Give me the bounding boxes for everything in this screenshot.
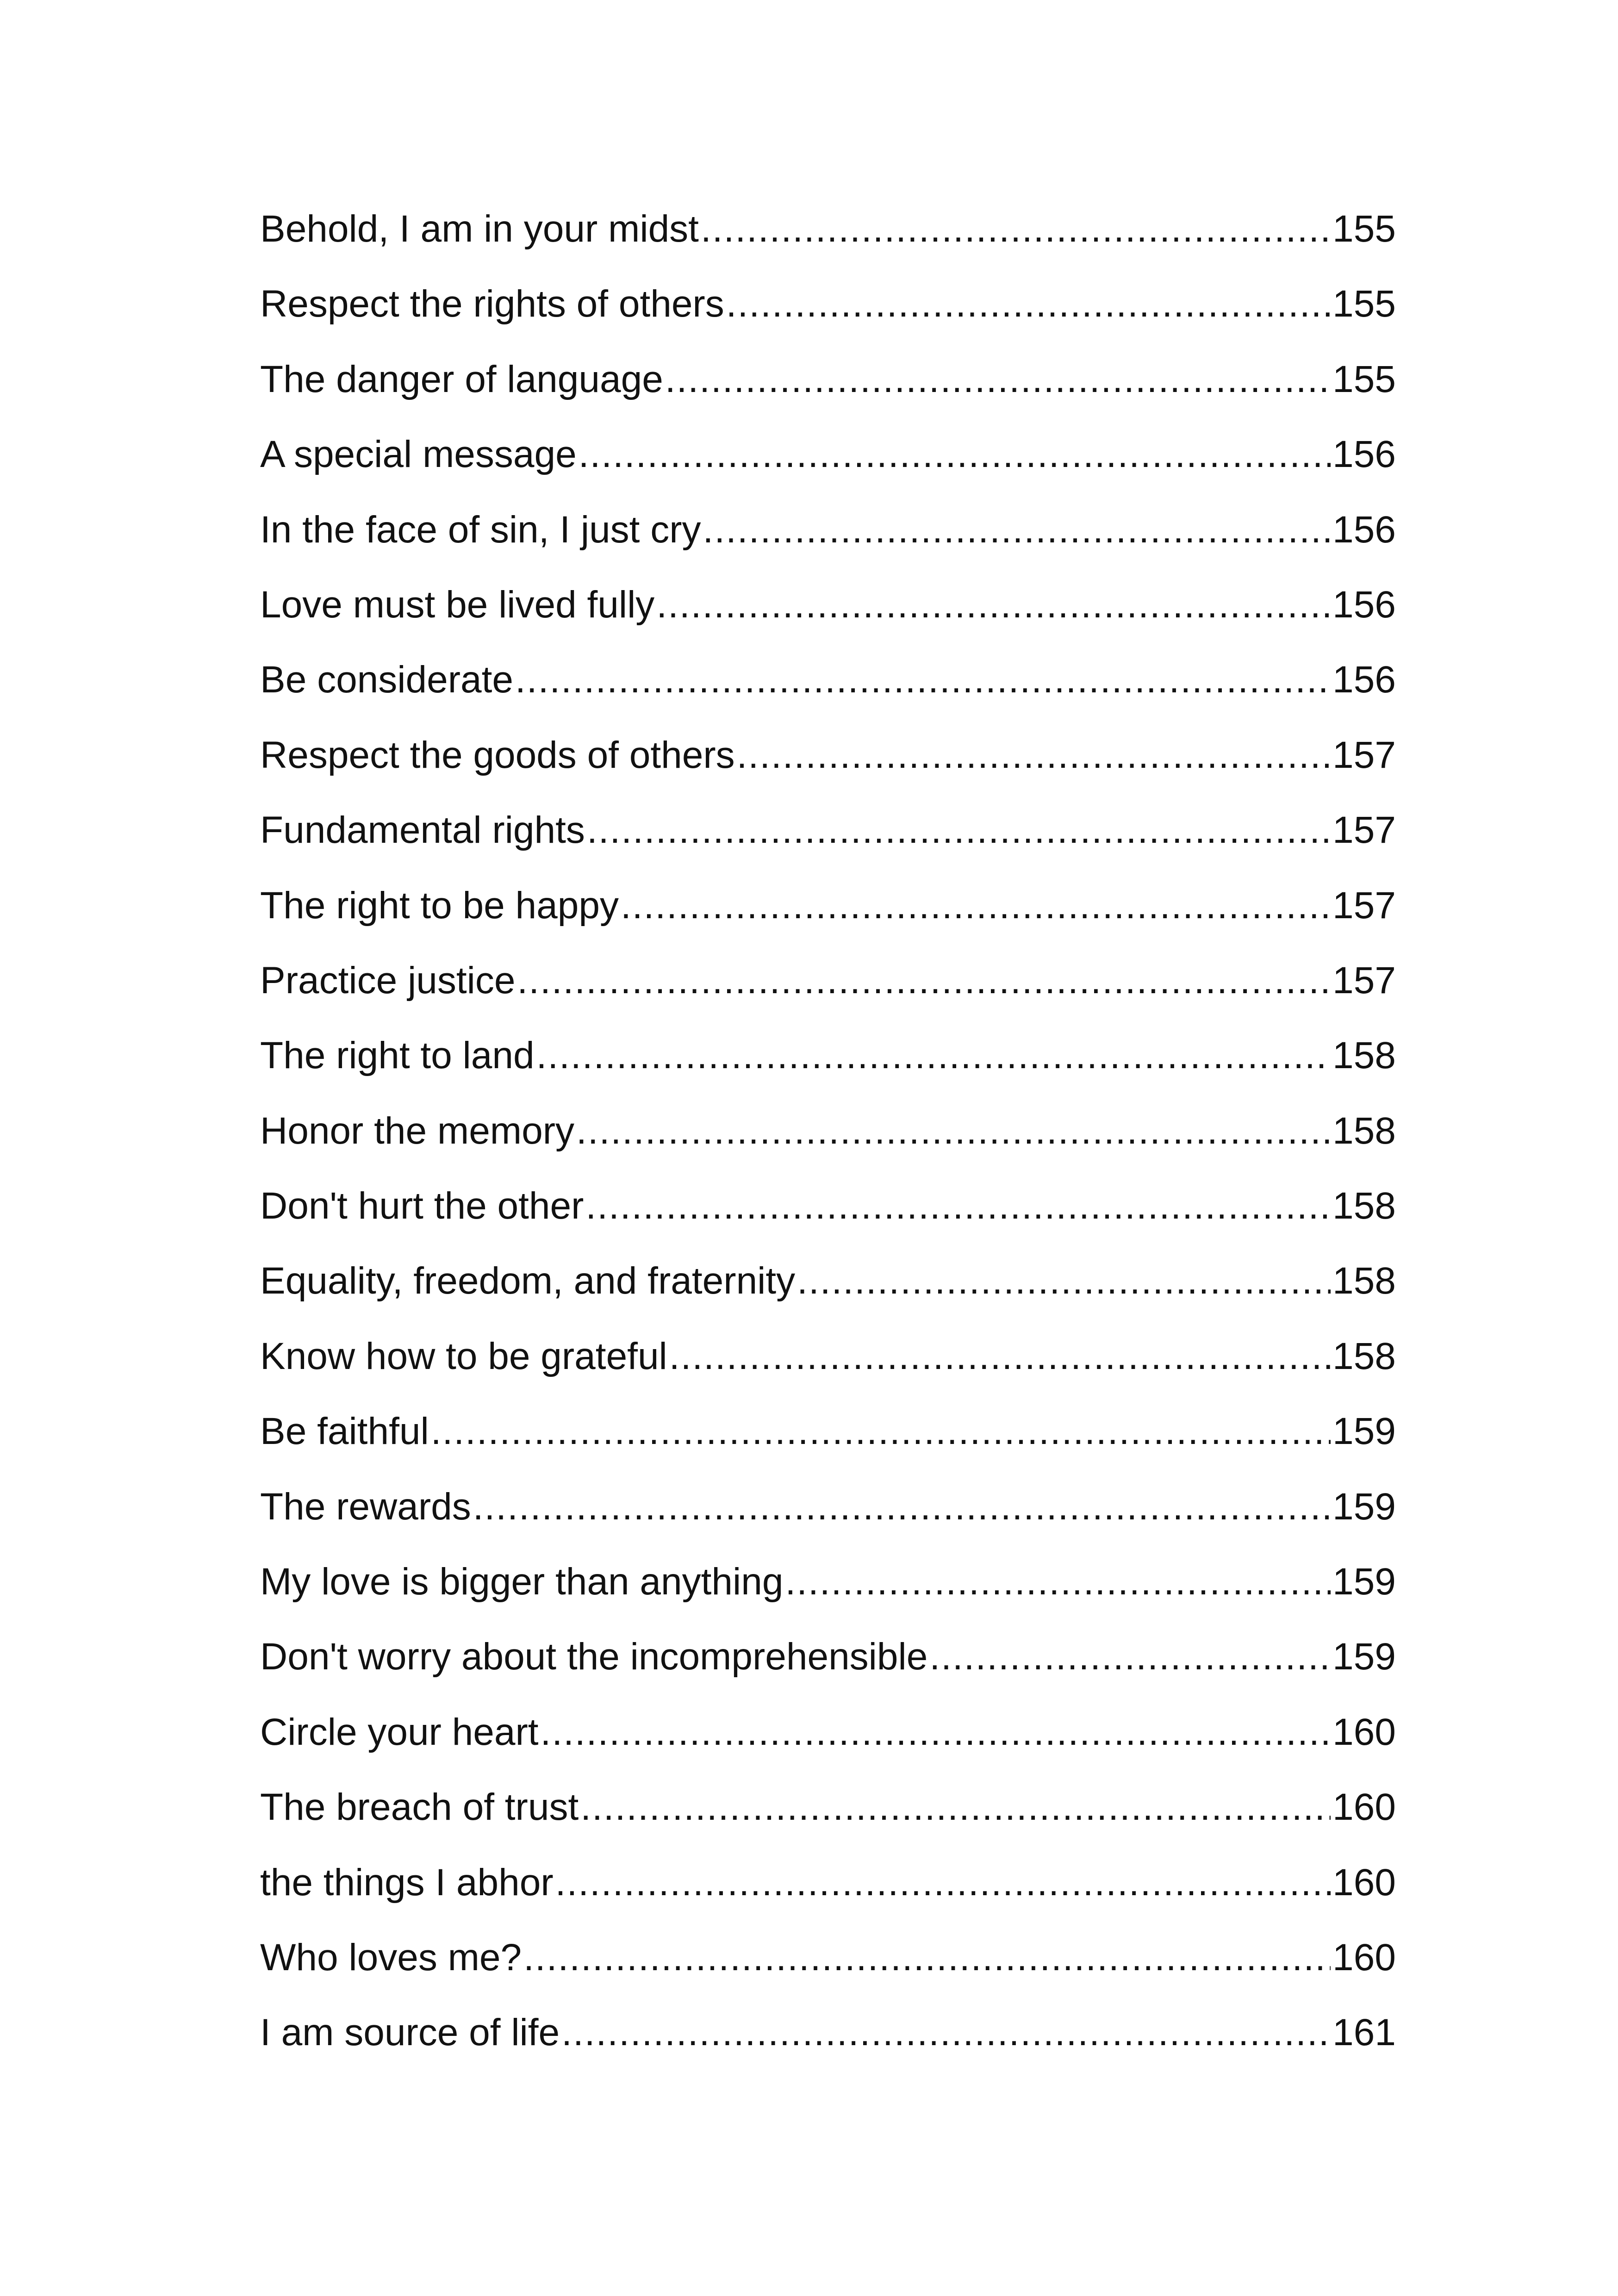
toc-entry xyxy=(260,734,1396,809)
toc-entry-page-number: 159 xyxy=(1332,1410,1396,1453)
toc-entry-title: Know how to be grateful xyxy=(260,1335,667,1377)
toc-entry-title: I am source of life xyxy=(260,2011,560,2054)
toc-dot-leader xyxy=(701,207,1331,251)
toc-dot-leader xyxy=(726,282,1331,326)
toc-dot-leader xyxy=(785,1560,1331,1604)
toc-dot-leader xyxy=(555,1861,1331,1904)
toc-entry-title: A special message xyxy=(260,433,577,476)
toc-entry xyxy=(260,1560,1396,1635)
toc-dot-leader xyxy=(703,508,1331,552)
toc-entry xyxy=(260,1861,1396,1936)
toc-dot-leader xyxy=(579,433,1331,476)
toc-entry-page-number: 157 xyxy=(1332,809,1396,852)
toc-entry xyxy=(260,1184,1396,1259)
toc-entry xyxy=(260,1410,1396,1485)
toc-dot-leader xyxy=(536,1034,1331,1077)
toc-entry-page-number: 159 xyxy=(1332,1485,1396,1528)
toc-entry-title: Respect the rights of others xyxy=(260,283,724,325)
toc-entry xyxy=(260,658,1396,733)
toc-entry xyxy=(260,358,1396,433)
toc-entry-title: Respect the goods of others xyxy=(260,734,735,776)
toc-entry xyxy=(260,282,1396,357)
toc-entry-page-number: 160 xyxy=(1332,1711,1396,1753)
toc-entry xyxy=(260,1711,1396,1786)
toc-dot-leader xyxy=(561,2011,1331,2054)
toc-entry-title: Don't hurt the other xyxy=(260,1185,584,1227)
toc-entry xyxy=(260,1936,1396,2011)
toc-entry-page-number: 160 xyxy=(1332,1861,1396,1904)
toc-entry xyxy=(260,1034,1396,1109)
toc-entry-title: Practice justice xyxy=(260,959,516,1002)
toc-entry-title: The breach of trust xyxy=(260,1786,579,1829)
toc-entry-page-number: 156 xyxy=(1332,659,1396,701)
toc-dot-leader xyxy=(431,1410,1331,1453)
toc-dot-leader xyxy=(576,1109,1331,1153)
table-of-contents xyxy=(260,207,1396,2086)
toc-dot-leader xyxy=(797,1259,1331,1303)
toc-entry-page-number: 155 xyxy=(1332,208,1396,250)
toc-entry xyxy=(260,433,1396,508)
toc-dot-leader xyxy=(585,1184,1331,1228)
toc-entry-page-number: 157 xyxy=(1332,884,1396,927)
toc-entry xyxy=(260,1485,1396,1560)
toc-dot-leader xyxy=(656,583,1331,627)
toc-entry xyxy=(260,1786,1396,1860)
toc-dot-leader xyxy=(523,1936,1331,1979)
toc-dot-leader xyxy=(737,734,1331,777)
toc-dot-leader xyxy=(517,959,1331,1002)
toc-entry xyxy=(260,2011,1396,2086)
toc-entry xyxy=(260,1335,1396,1410)
toc-entry-page-number: 160 xyxy=(1332,1936,1396,1979)
toc-dot-leader xyxy=(665,358,1331,401)
toc-entry-page-number: 157 xyxy=(1332,959,1396,1002)
toc-entry xyxy=(260,583,1396,658)
toc-entry-page-number: 156 xyxy=(1332,583,1396,626)
toc-entry xyxy=(260,1259,1396,1334)
toc-entry-title: The danger of language xyxy=(260,358,663,400)
toc-entry-page-number: 158 xyxy=(1332,1185,1396,1227)
toc-entry-page-number: 157 xyxy=(1332,734,1396,776)
toc-entry-page-number: 159 xyxy=(1332,1561,1396,1603)
toc-entry-page-number: 155 xyxy=(1332,283,1396,325)
toc-entry xyxy=(260,508,1396,583)
toc-entry xyxy=(260,809,1396,884)
toc-dot-leader xyxy=(541,1711,1331,1754)
toc-entry-page-number: 158 xyxy=(1332,1034,1396,1077)
toc-entry-title: The right to land xyxy=(260,1034,535,1077)
toc-entry-page-number: 156 xyxy=(1332,508,1396,551)
toc-entry-page-number: 158 xyxy=(1332,1260,1396,1302)
toc-dot-leader xyxy=(669,1335,1331,1378)
toc-entry-page-number: 155 xyxy=(1332,358,1396,400)
toc-entry-page-number: 158 xyxy=(1332,1335,1396,1377)
toc-entry-title: Equality, freedom, and fraternity xyxy=(260,1260,796,1302)
toc-entry-title: Don't worry about the incomprehensible xyxy=(260,1636,928,1678)
toc-entry-title: Circle your heart xyxy=(260,1711,539,1753)
toc-entry xyxy=(260,1109,1396,1184)
toc-entry xyxy=(260,207,1396,282)
toc-entry-page-number: 161 xyxy=(1332,2011,1396,2054)
toc-entry-title: In the face of sin, I just cry xyxy=(260,508,701,551)
toc-entry-title: Be considerate xyxy=(260,659,514,701)
toc-entry-page-number: 160 xyxy=(1332,1786,1396,1829)
toc-entry-title: Who loves me? xyxy=(260,1936,522,1979)
toc-dot-leader xyxy=(587,809,1331,852)
toc-entry-title: The rewards xyxy=(260,1485,471,1528)
toc-entry-title: Honor the memory xyxy=(260,1109,575,1152)
toc-dot-leader xyxy=(515,658,1331,702)
toc-dot-leader xyxy=(473,1485,1331,1529)
toc-entry xyxy=(260,959,1396,1034)
toc-entry-title: the things I abhor xyxy=(260,1861,554,1904)
toc-entry-title: Fundamental rights xyxy=(260,809,585,852)
toc-entry xyxy=(260,1635,1396,1710)
toc-entry-title: The right to be happy xyxy=(260,884,619,927)
toc-entry-title: Love must be lived fully xyxy=(260,583,655,626)
toc-dot-leader xyxy=(580,1786,1331,1829)
toc-dot-leader xyxy=(929,1635,1331,1679)
toc-entry-title: Be faithful xyxy=(260,1410,429,1453)
toc-dot-leader xyxy=(621,884,1331,927)
toc-entry-page-number: 158 xyxy=(1332,1109,1396,1152)
toc-entry-page-number: 159 xyxy=(1332,1636,1396,1678)
toc-entry-title: My love is bigger than anything xyxy=(260,1561,784,1603)
toc-entry-page-number: 156 xyxy=(1332,433,1396,476)
toc-entry xyxy=(260,884,1396,959)
toc-entry-title: Behold, I am in your midst xyxy=(260,208,699,250)
